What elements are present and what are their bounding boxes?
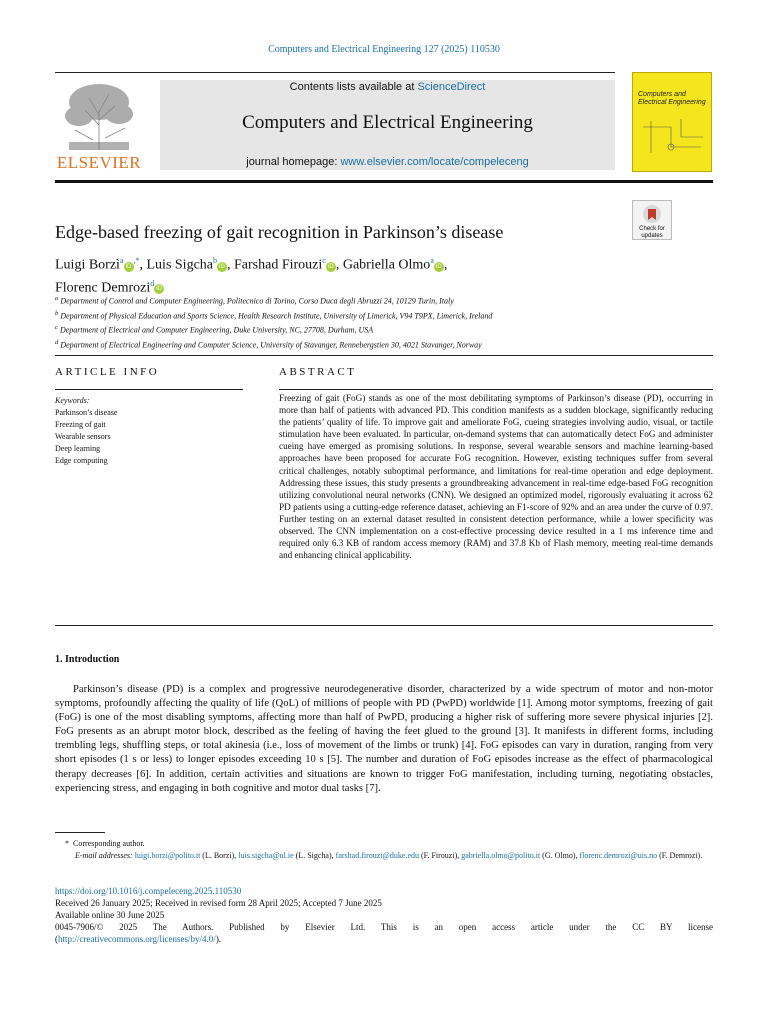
author-name[interactable]: Gabriella Olmo (342, 257, 431, 273)
affil-sup: d (150, 278, 155, 288)
contents-line: Contents lists available at ScienceDirect (289, 81, 486, 93)
keyword-item: Freezing of gait (55, 420, 106, 429)
author-name[interactable]: Florenc Demrozi (55, 280, 151, 296)
homepage-link[interactable]: www.elsevier.com/locate/compeleceng (340, 156, 529, 168)
elsevier-tree-logo-icon (55, 80, 143, 152)
affiliations (55, 293, 715, 352)
keywords-block (55, 395, 243, 467)
section-divider (55, 355, 713, 356)
abstract-text: Freezing of gait (FoG) stands as one of the most debilitating symptoms of Parkinson’s disease (PD), occurring in more than half of patients with advanced PD. This condition manifests as a sudden blockage, significantly reducing the patients’ quality of life. To improve gait and ameliorate FoG, cueing strategies involving audio, visual, or tactile stimulation have been evaluated. In particular, on-demand systems that can automatically detect FoG and administer cueing have emerged as promising solutions. In response, several wearable sensors and machine learning-based approaches have been proposed for accurate FoG recognition. However, existing techniques suffer from several critical challenges, notably suboptimal performance, and limitations for real-time operation and edge deployment. Addressing these issues, this study presents a groundbreaking advancement in real-time edge-based FoG recognition utilizing convolutional neural networks (CNN). We designed an optimized model, rigorously evaluating it across 62 PD patients using a cutting-edge reference dataset, achieving an F1-score of 92% and an area under the curve of 0.97. Further testing on an external dataset resulted in consistent detection performance, while a lower specificity was observed. The CNN implementation on a cost-effective processing device resulted in a 1 ms inference time and required only 6.3 KB of random access memory (RAM) and 37.8 Kb of Flash memory, meeting real-time demands and enhancing clinical applicability. (279, 393, 713, 561)
email-link[interactable]: luis.sigcha@ul.ie (238, 851, 294, 860)
orcid-icon[interactable]: iD (217, 262, 227, 272)
abstract-bottom-rule (55, 625, 713, 626)
orcid-icon[interactable]: iD (326, 262, 336, 272)
doi-link[interactable]: https://doi.org/10.1016/j.compeleceng.2025.110530 (55, 886, 242, 896)
keyword-item: Deep learning (55, 444, 101, 453)
elsevier-wordmark: ELSEVIER (56, 153, 142, 172)
orcid-icon[interactable]: iD (124, 262, 134, 272)
author-name[interactable]: Luigi Borzì (55, 257, 120, 273)
author-list: Luigi Borzì$^a$iD,*, Luis Sigcha$^b$iD , Farshad Firouzi$^c$iD , Gabriella Olmo$^a$iD , Florenc Demrozi$^d$iD (55, 256, 448, 296)
abstract-rule (279, 389, 713, 390)
affiliation-item: $^b$ Department of Physical Education and Sports Science, Health Research Institute, University of Limerick, V94 T9PX, Limerick, Ireland (55, 309, 493, 321)
sciencedirect-link[interactable]: ScienceDirect (417, 81, 486, 93)
available-online: Available online 30 June 2025 (55, 910, 165, 920)
journal-name: Computers and Electrical Engineering (242, 112, 533, 133)
header-divider (55, 180, 713, 183)
corresponding-note: * Corresponding author. (65, 839, 145, 848)
author-name[interactable]: Luis Sigcha (146, 257, 213, 273)
introduction-text: Parkinson’s disease (PD) is a complex and progressive neurodegenerative disorder, characterized by a wide spectrum of motor and non-motor symptoms, profoundly affecting the quality of life (QoL) of millions of people with PD (PwPD) worldwide [1]. Among motor symptoms, freezing of gait (FoG) is one of the most disabling symptoms, affecting more than half of PwPD, producing a higher risk of suffering more severe physical injuries [2]. FoG presents as an abrupt motor block, described as the feeling of having the feet glued to the ground [3]. It manifests in different forms, including trembling legs, shuffling steps, or total akinesia (i.e., loss of movement of the limbs or trunk) [4]. FoG episodes can vary in duration, ranging from very short episodes (1 s or less) to longer episodes exceeding 10 s [5]. The number and duration of FoG episodes increase as the effect of pharmacological therapy decreases [6]. In addition, certain activities and situations are known to trigger FoG manifestation, including turning, negotiating obstacles, experiencing stress, and engaging in both cognitive and motor dual tasks [7]. (55, 684, 713, 794)
affil-sup: b (213, 256, 217, 265)
introduction-heading: 1. Introduction (55, 654, 120, 665)
article-title: Edge-based freezing of gait recognition in Parkinson’s disease (55, 222, 504, 242)
journal-reference[interactable]: Computers and Electrical Engineering 127 (2025) 110530 (268, 44, 500, 55)
keyword-item: Parkinson’s disease (55, 408, 118, 417)
journal-cover-thumbnail[interactable] (632, 72, 712, 172)
affiliation-item: $^a$ Department of Control and Computer Engineering, Politecnico di Torino, Corso Duca degli Abruzzi 24, 10129 Turin, Italy (55, 295, 454, 306)
email-link[interactable]: luigi.borzi@polito.it (134, 851, 201, 860)
publication-info (55, 885, 713, 945)
keyword-item: Wearable sensors (55, 432, 111, 441)
author-name[interactable]: Farshad Firouzi (234, 257, 323, 273)
affiliation-item: $^c$ Department of Electrical and Computer Engineering, Duke University, NC, 27708, Durham, USA (55, 324, 374, 335)
email-line: E-mail addresses: luigi.borzi@polito.it (L. Borzì), luis.sigcha@ul.ie (L. Sigcha), farshad.firouzi@duke.edu (F. Firouzi), gabriella.olmo@polito.it (G. Olmo), florenc.demrozi@uis.no (F. Demrozi). (75, 851, 703, 860)
license-link[interactable]: http://creativecommons.org/licenses/by/4.0/ (58, 934, 216, 944)
check-for-updates-label: Check for updates (639, 226, 665, 239)
keywords-label: Keywords: (55, 396, 90, 405)
cover-title: Computers and Electrical Engineering (638, 91, 706, 106)
corresponding-mark: ,* (133, 256, 140, 265)
homepage-line: journal homepage: www.elsevier.com/locate/compeleceng (246, 156, 529, 168)
email-link[interactable]: florenc.demrozi@uis.no (579, 851, 658, 860)
email-link[interactable]: farshad.firouzi@duke.edu (335, 851, 419, 860)
copyright-line: 0045-7906/© 2025 The Authors. Published by Elsevier Ltd. This is an open access article under the CC BY license (55, 922, 713, 932)
footnotes (55, 838, 713, 862)
orcid-icon[interactable]: iD (154, 284, 164, 294)
check-for-updates-button[interactable] (632, 200, 672, 240)
article-info-rule (55, 389, 243, 390)
license-line: (http://creativecommons.org/licenses/by/4.0/). (55, 934, 222, 944)
received-dates: Received 26 January 2025; Received in revised form 28 April 2025; Accepted 7 June 2025 (55, 898, 382, 908)
cover-circuit-icon (641, 117, 705, 157)
affil-sup: c (322, 256, 326, 265)
article-info-heading: ARTICLE INFO (55, 366, 160, 378)
orcid-icon[interactable]: iD (434, 262, 444, 272)
affil-sup: a (430, 256, 434, 265)
footnote-rule (55, 832, 105, 833)
affiliation-item: $^d$ Department of Electrical Engineering and Computer Science, University of Stavanger, Rennebergstien 30, 4021 Stavanger, Norway (55, 338, 482, 350)
email-link[interactable]: gabriella.olmo@polito.it (461, 851, 541, 860)
keyword-item: Edge computing (55, 456, 108, 465)
bookmark-icon (641, 204, 663, 224)
abstract-heading: ABSTRACT (279, 366, 357, 378)
top-rule (55, 72, 615, 73)
affil-sup: a (119, 256, 124, 265)
